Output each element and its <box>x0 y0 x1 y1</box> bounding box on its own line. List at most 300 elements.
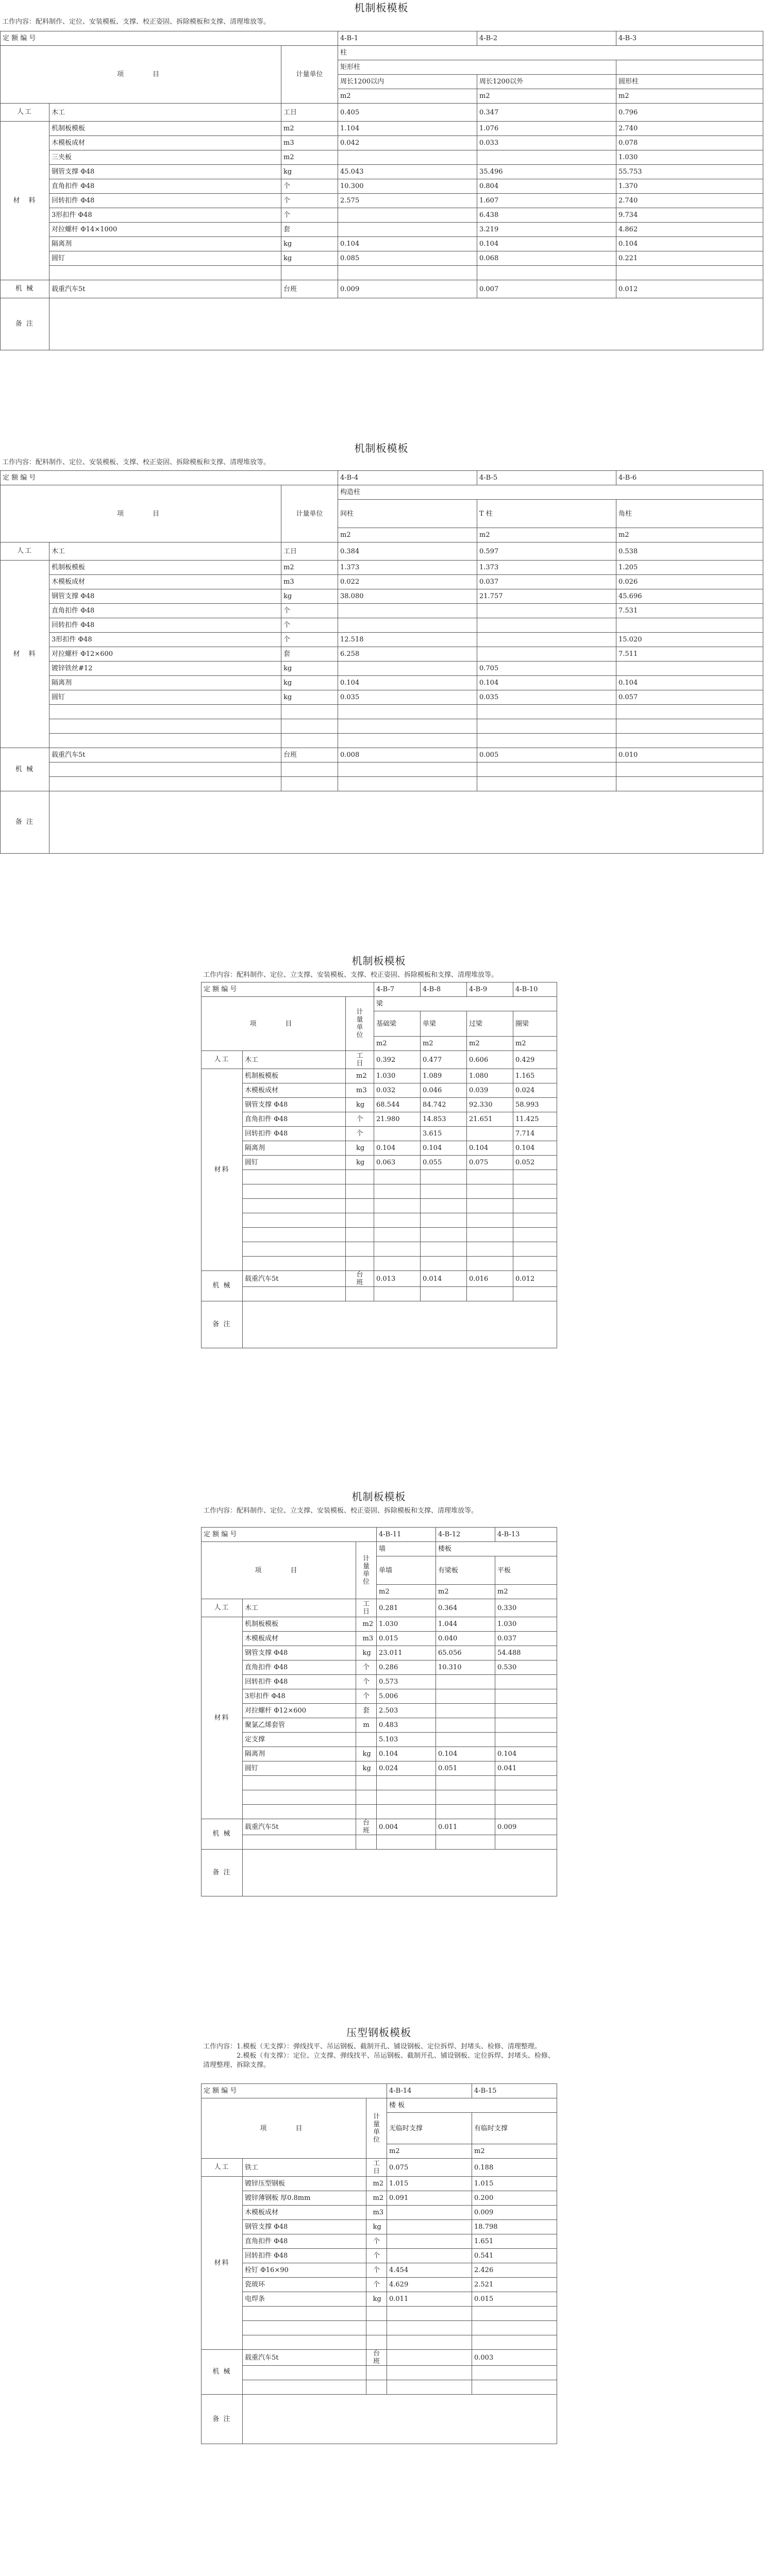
resource-name: 载重汽车5t <box>243 1819 356 1835</box>
quota-value: 0.104 <box>495 1747 557 1761</box>
data-row <box>202 1646 557 1660</box>
resource-name <box>243 1228 346 1242</box>
quota-value: 0.032 <box>374 1083 421 1098</box>
resource-name: 定支撑 <box>243 1733 356 1747</box>
quota-value: 0.040 <box>436 1632 495 1646</box>
resource-unit-text: kg <box>373 2223 381 2231</box>
resource-unit <box>346 1184 374 1199</box>
resource-unit <box>356 1761 377 1776</box>
resource-name: 木模板成材 <box>243 2206 366 2220</box>
quota-value: 9.734 <box>616 208 763 223</box>
quota-value <box>472 2380 557 2395</box>
quota-value: 0.012 <box>513 1271 557 1287</box>
empty-cell <box>616 60 763 75</box>
code-row <box>1 31 763 46</box>
quota-value <box>513 1213 557 1228</box>
quota-value: 1.030 <box>495 1617 557 1632</box>
data-row <box>202 2307 557 2321</box>
resource-name: 铁工 <box>243 2159 366 2177</box>
data-row <box>202 2234 557 2249</box>
note-row <box>202 2395 557 2444</box>
resource-unit-text: 个 <box>373 2252 380 2260</box>
section-title: 机制板模板 <box>351 955 406 967</box>
item-name: 基础梁 <box>374 1011 421 1037</box>
quota-value: 2.740 <box>616 194 763 208</box>
resource-unit <box>366 2366 387 2380</box>
quota-value: 2.575 <box>338 194 477 208</box>
code-label: 定 额 编 号 <box>202 1528 377 1542</box>
resource-unit <box>346 1127 374 1141</box>
resource-unit-text: 个 <box>373 2266 380 2274</box>
resource-unit-text: kg <box>356 1159 365 1166</box>
resource-unit-text: 个 <box>362 1678 370 1686</box>
data-row <box>1 223 763 237</box>
quota-value <box>387 2366 472 2380</box>
item-name: 有临时支撑 <box>472 2113 557 2144</box>
note-label: 备 注 <box>202 2395 243 2444</box>
quota-value: 0.530 <box>495 1660 557 1675</box>
resource-unit: 个 <box>281 633 338 647</box>
unit-value: m2 <box>513 1037 557 1051</box>
resource-name: 直角扣件 Φ48 <box>243 2234 366 2249</box>
resource-name: 钢管支撑 Φ48 <box>49 589 281 604</box>
quota-table <box>0 470 763 854</box>
resource-name: 对拉螺杆 Φ12×600 <box>49 647 281 662</box>
data-row <box>1 179 763 194</box>
quota-code: 4-B-3 <box>616 31 763 46</box>
quota-value <box>477 762 616 777</box>
data-row <box>202 2335 557 2350</box>
unit-value: m2 <box>477 89 616 104</box>
quota-value <box>421 1242 467 1257</box>
quota-value <box>374 1184 421 1199</box>
quota-value: 0.483 <box>377 1718 436 1733</box>
data-row <box>1 280 763 298</box>
quota-value: 18.798 <box>472 2220 557 2234</box>
quota-value: 0.007 <box>477 280 616 298</box>
data-row <box>202 2206 557 2220</box>
data-row <box>202 1051 557 1069</box>
resource-unit: 个 <box>281 179 338 194</box>
resource-name <box>243 1790 356 1805</box>
resource-unit <box>356 1733 377 1747</box>
data-row <box>1 194 763 208</box>
quota-value: 0.085 <box>338 251 477 266</box>
quota-value: 0.541 <box>472 2249 557 2263</box>
resource-name <box>243 2335 366 2350</box>
quota-value: 0.041 <box>495 1761 557 1776</box>
quota-value <box>472 2307 557 2321</box>
labor-category: 人工 <box>202 1599 243 1617</box>
quota-value: 1.015 <box>387 2177 472 2191</box>
material-category: 材 料 <box>1 122 49 280</box>
quota-value <box>338 604 477 618</box>
resource-unit-text: 台班 <box>356 1271 363 1286</box>
item-label: 项 目 <box>1 485 281 543</box>
data-row <box>202 2177 557 2191</box>
quota-value <box>513 1228 557 1242</box>
data-row <box>202 1213 557 1228</box>
note-content <box>243 1850 557 1896</box>
resource-name: 钢管支撑 Φ48 <box>243 1098 346 1112</box>
resource-name: 镀锌压型钢板 <box>243 2177 366 2191</box>
quota-value <box>436 1718 495 1733</box>
resource-unit <box>346 1228 374 1242</box>
data-row <box>202 1271 557 1287</box>
data-row <box>202 2380 557 2395</box>
quota-value: 5.103 <box>377 1733 436 1747</box>
resource-name: 隔离剂 <box>243 1141 346 1156</box>
quota-value <box>338 719 477 734</box>
resource-unit <box>366 2278 387 2292</box>
quota-code: 4-B-2 <box>477 31 616 46</box>
quota-code: 4-B-13 <box>495 1528 557 1542</box>
quota-value: 0.003 <box>472 2350 557 2366</box>
quota-value: 0.347 <box>477 104 616 122</box>
quota-value: 0.091 <box>387 2191 472 2206</box>
quota-value: 0.037 <box>477 575 616 589</box>
resource-unit <box>356 1689 377 1704</box>
quota-value: 23.011 <box>377 1646 436 1660</box>
quota-value <box>436 1835 495 1850</box>
header-row <box>202 1542 557 1556</box>
resource-unit <box>366 2159 387 2177</box>
quota-value: 0.104 <box>377 1747 436 1761</box>
quota-value: 0.104 <box>374 1141 421 1156</box>
resource-name: 木模板成材 <box>49 136 281 150</box>
resource-unit: 工日 <box>281 104 338 122</box>
quota-value <box>467 1228 513 1242</box>
work-content: 工作内容：配料制作、定位、安装模板、支撑、校正姿固、拆除模板和支撑、清理堆放等。 <box>2 18 271 26</box>
unit-value: m2 <box>338 89 477 104</box>
quota-value: 0.573 <box>377 1675 436 1689</box>
code-label: 定 额 编 号 <box>202 2084 387 2098</box>
resource-unit: 个 <box>281 208 338 223</box>
quota-value <box>467 1257 513 1271</box>
quota-value <box>513 1184 557 1199</box>
data-row <box>202 1675 557 1689</box>
material-category: 材料 <box>202 1069 243 1271</box>
note-row <box>202 1850 557 1896</box>
resource-name: 三夹板 <box>49 150 281 165</box>
resource-name: 直角扣件 Φ48 <box>243 1112 346 1127</box>
quota-code: 4-B-12 <box>436 1528 495 1542</box>
resource-unit: 个 <box>281 618 338 633</box>
data-row <box>202 1199 557 1213</box>
resource-unit: kg <box>281 251 338 266</box>
quota-value <box>472 2366 557 2380</box>
resource-name: 回转扣件 Φ48 <box>49 618 281 633</box>
quota-value: 1.080 <box>467 1069 513 1083</box>
quota-value: 0.068 <box>477 251 616 266</box>
quota-value: 2.740 <box>616 122 763 136</box>
quota-value <box>374 1242 421 1257</box>
resource-unit <box>366 2380 387 2395</box>
resource-name <box>49 705 281 719</box>
quota-value: 21.757 <box>477 589 616 604</box>
quota-value: 2.426 <box>472 2263 557 2278</box>
item-name: 有梁板 <box>436 1556 495 1585</box>
quota-value <box>436 1790 495 1805</box>
quota-code: 4-B-1 <box>338 31 477 46</box>
quota-value <box>477 266 616 280</box>
quota-value: 4.454 <box>387 2263 472 2278</box>
item-name: 间柱 <box>338 500 477 528</box>
quota-value: 0.606 <box>467 1051 513 1069</box>
resource-name: 镀锌薄钢板 厚0.8mm <box>243 2191 366 2206</box>
resource-unit: kg <box>281 676 338 690</box>
quota-value: 4.629 <box>387 2278 472 2292</box>
quota-value: 45.696 <box>616 589 763 604</box>
data-row <box>202 1776 557 1790</box>
quota-value <box>338 208 477 223</box>
item-name: 圆形柱 <box>616 75 763 89</box>
resource-name: 木工 <box>49 543 281 561</box>
unit-label: 计量单位 <box>281 485 338 543</box>
resource-unit <box>346 1141 374 1156</box>
quota-value: 0.014 <box>421 1271 467 1287</box>
quota-value: 0.200 <box>472 2191 557 2206</box>
resource-unit <box>346 1098 374 1112</box>
resource-unit-text: kg <box>362 1765 371 1772</box>
resource-unit <box>281 777 338 791</box>
quota-value: 0.024 <box>377 1761 436 1776</box>
resource-unit <box>366 2263 387 2278</box>
resource-unit-text: 个 <box>373 2281 380 2289</box>
resource-name: 机制板模板 <box>49 561 281 575</box>
resource-unit: m2 <box>281 150 338 165</box>
quota-value: 65.056 <box>436 1646 495 1660</box>
note-row <box>1 791 763 854</box>
quota-value: 11.425 <box>513 1112 557 1127</box>
quota-value: 0.104 <box>436 1747 495 1761</box>
quota-value <box>338 662 477 676</box>
subgroup-label: 矩形柱 <box>338 60 616 75</box>
group-label: 梁 <box>374 997 557 1011</box>
resource-unit-text: 工日 <box>362 1600 370 1616</box>
resource-name <box>49 734 281 748</box>
quota-value: 0.035 <box>477 690 616 705</box>
unit-value: m2 <box>616 89 763 104</box>
quota-value <box>387 2234 472 2249</box>
resource-name <box>243 1184 346 1199</box>
quota-value: 1.651 <box>472 2234 557 2249</box>
quota-code: 4-B-9 <box>467 982 513 997</box>
resource-name: 3形扣件 Φ48 <box>49 208 281 223</box>
data-row <box>202 2220 557 2234</box>
quota-value: 1.030 <box>616 150 763 165</box>
quota-value: 84.742 <box>421 1098 467 1112</box>
unit-value: m2 <box>338 528 477 543</box>
resource-unit <box>346 1257 374 1271</box>
quota-value <box>616 762 763 777</box>
resource-unit: kg <box>281 690 338 705</box>
work-content: 工作内容：1.模板（无支撑）：弹线找平、吊运钢板、截制开孔、铺设钢板、定位拆焊、封堵头、检修、清理整理。 2.模板（有支撑）：定位、立支撑、弹线找平、吊运钢板、截制开孔、铺设钢板、定位拆焊、封堵头、检修、清理整理、拆除支撑。 <box>203 2043 555 2069</box>
resource-name: 木工 <box>243 1599 356 1617</box>
resource-name: 3形扣件 Φ48 <box>243 1689 356 1704</box>
group-label: 柱 <box>338 46 763 60</box>
resource-unit: m2 <box>281 122 338 136</box>
quota-value: 1.165 <box>513 1069 557 1083</box>
quota-value: 0.039 <box>467 1083 513 1098</box>
quota-value: 0.042 <box>338 136 477 150</box>
data-row <box>202 1689 557 1704</box>
quota-value <box>436 1733 495 1747</box>
quota-value <box>387 2220 472 2234</box>
resource-name: 钢管支撑 Φ48 <box>49 165 281 179</box>
quota-value <box>377 1776 436 1790</box>
quota-value: 0.010 <box>616 748 763 762</box>
quota-value: 0.104 <box>421 1141 467 1156</box>
group-label: 墙 <box>377 1542 436 1556</box>
data-row <box>1 676 763 690</box>
data-row <box>202 1242 557 1257</box>
item-name: 周长1200以外 <box>477 75 616 89</box>
code-row <box>202 1528 557 1542</box>
resource-name <box>243 2321 366 2335</box>
quota-value: 1.030 <box>374 1069 421 1083</box>
quota-value <box>421 1228 467 1242</box>
resource-name: 圆钉 <box>243 1156 346 1170</box>
data-row <box>1 104 763 122</box>
quota-value <box>495 1776 557 1790</box>
resource-name: 回转扣件 Φ48 <box>243 1675 356 1689</box>
quota-value <box>467 1184 513 1199</box>
quota-value <box>477 705 616 719</box>
quota-value <box>436 1805 495 1819</box>
note-label: 备 注 <box>202 1850 243 1896</box>
quota-value: 0.011 <box>387 2292 472 2307</box>
quota-value: 1.205 <box>616 561 763 575</box>
resource-unit <box>366 2206 387 2220</box>
unit-value: m2 <box>374 1037 421 1051</box>
unit-label <box>366 2098 387 2159</box>
header-row <box>1 485 763 500</box>
code-row <box>202 982 557 997</box>
data-row <box>1 150 763 165</box>
quota-value: 0.330 <box>495 1599 557 1617</box>
data-row <box>1 136 763 150</box>
quota-value: 0.104 <box>513 1141 557 1156</box>
data-row <box>1 165 763 179</box>
machine-category: 机 械 <box>202 1271 243 1301</box>
resource-unit: m3 <box>281 136 338 150</box>
quota-table <box>0 31 763 350</box>
resource-unit <box>356 1805 377 1819</box>
data-row <box>202 1660 557 1675</box>
item-name: 单墙 <box>377 1556 436 1585</box>
quota-code: 4-B-11 <box>377 1528 436 1542</box>
quota-value: 55.753 <box>616 165 763 179</box>
quota-value <box>467 1199 513 1213</box>
resource-name: 圆钉 <box>49 690 281 705</box>
resource-name: 回转扣件 Φ48 <box>49 194 281 208</box>
quota-value: 0.022 <box>338 575 477 589</box>
quota-value: 0.405 <box>338 104 477 122</box>
resource-name <box>49 762 281 777</box>
quota-code: 4-B-15 <box>472 2084 557 2098</box>
quota-value: 0.078 <box>616 136 763 150</box>
resource-unit: kg <box>281 237 338 251</box>
quota-value: 0.281 <box>377 1599 436 1617</box>
quota-value: 0.104 <box>616 237 763 251</box>
quota-value: 0.392 <box>374 1051 421 1069</box>
quota-value: 0.057 <box>616 690 763 705</box>
data-row <box>1 575 763 589</box>
resource-unit <box>281 734 338 748</box>
quota-value: 10.300 <box>338 179 477 194</box>
quota-value: 0.005 <box>477 748 616 762</box>
unit-label: 计量单位 <box>281 46 338 104</box>
work-content: 工作内容：配料制作、定位、安装模板、支撑、校正姿固、拆除模板和支撑、清理堆放等。 <box>2 459 271 466</box>
resource-unit <box>356 1646 377 1660</box>
data-row <box>1 719 763 734</box>
quota-value <box>495 1689 557 1704</box>
quota-value: 58.993 <box>513 1098 557 1112</box>
data-row <box>202 1098 557 1112</box>
quota-value <box>472 2335 557 2350</box>
quota-value: 0.004 <box>377 1819 436 1835</box>
resource-unit-text: 个 <box>373 2238 380 2245</box>
quota-value: 4.862 <box>616 223 763 237</box>
quota-value: 0.384 <box>338 543 477 561</box>
resource-name: 机制板模板 <box>49 122 281 136</box>
resource-unit-text: m2 <box>356 1072 367 1080</box>
resource-unit-text: 套 <box>362 1707 370 1715</box>
code-row <box>1 471 763 485</box>
note-row <box>1 298 763 350</box>
quota-value: 0.015 <box>377 1632 436 1646</box>
data-row <box>202 1617 557 1632</box>
unit-value: m2 <box>421 1037 467 1051</box>
data-row <box>1 777 763 791</box>
quota-value: 0.477 <box>421 1051 467 1069</box>
resource-unit: 个 <box>281 194 338 208</box>
resource-unit <box>366 2249 387 2263</box>
quota-value <box>338 734 477 748</box>
quota-value <box>467 1287 513 1301</box>
item-label: 项 目 <box>202 997 346 1051</box>
machine-category: 机 械 <box>1 280 49 298</box>
resource-name: 木工 <box>49 104 281 122</box>
data-row <box>202 1733 557 1747</box>
section-title: 机制板模板 <box>354 2 409 14</box>
quota-value <box>467 1127 513 1141</box>
quota-value <box>374 1287 421 1301</box>
quota-value <box>472 2321 557 2335</box>
quota-value <box>421 1257 467 1271</box>
quota-value: 1.373 <box>338 561 477 575</box>
resource-unit <box>356 1632 377 1646</box>
data-row <box>202 1761 557 1776</box>
data-row <box>202 1156 557 1170</box>
labor-category: 人工 <box>202 1051 243 1069</box>
data-row <box>202 1704 557 1718</box>
quota-value: 0.033 <box>477 136 616 150</box>
quota-value <box>495 1835 557 1850</box>
resource-unit <box>366 2220 387 2234</box>
quota-value <box>513 1170 557 1184</box>
data-row <box>1 690 763 705</box>
quota-value <box>477 777 616 791</box>
resource-name: 载重汽车5t <box>49 280 281 298</box>
resource-name: 载重汽车5t <box>49 748 281 762</box>
item-name: T 柱 <box>477 500 616 528</box>
resource-unit-text: m3 <box>373 2209 384 2216</box>
resource-name <box>243 2380 366 2395</box>
resource-unit <box>346 1069 374 1083</box>
quota-value: 0.063 <box>374 1156 421 1170</box>
